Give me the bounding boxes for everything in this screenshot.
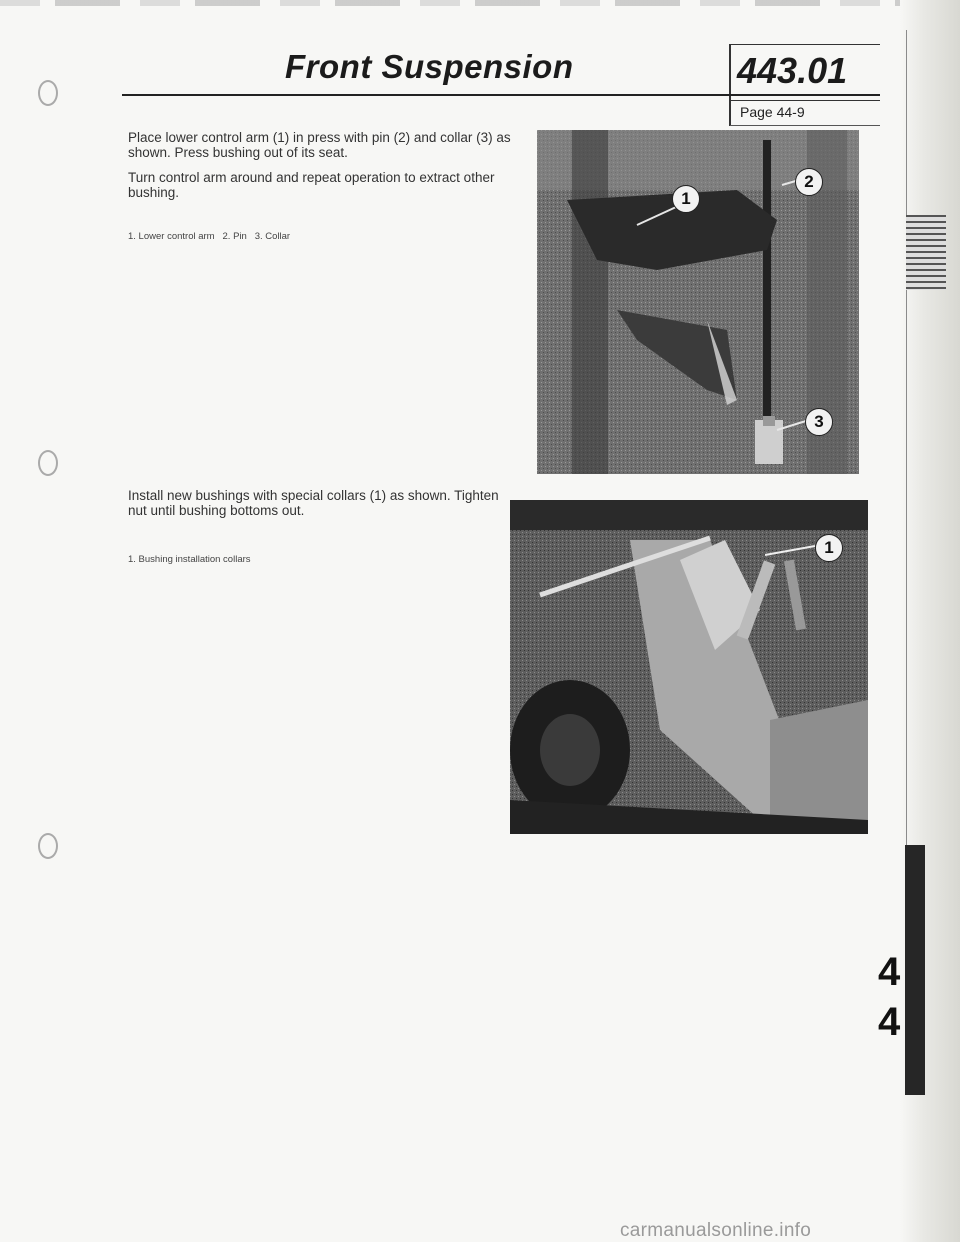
binder-hole <box>38 450 58 476</box>
scan-edge-noise <box>0 0 960 6</box>
page-reference: Page 44-9 <box>740 104 805 120</box>
page-title: Front Suspension <box>285 48 574 85</box>
section-tab-char: 4 <box>878 950 901 994</box>
instruction-paragraph: Install new bushings with special collars (1) as shown. Tighten nut until bushing bottoms out. <box>128 488 499 518</box>
figure-caption: 1. Bushing installation collars <box>128 554 251 565</box>
figure-callout: 1 <box>815 534 843 562</box>
header-rule <box>730 44 880 45</box>
figure-photo-press <box>537 130 859 474</box>
header-rule <box>730 125 880 126</box>
section-tab <box>905 845 925 1095</box>
figure-callout: 1 <box>672 185 700 213</box>
header-rule-main <box>122 94 880 96</box>
binder-hole <box>38 833 58 859</box>
watermark: carmanualsonline.info <box>620 1220 812 1241</box>
section-tab-char: 4 <box>878 1000 901 1044</box>
edge-index-marks <box>906 215 946 290</box>
figure-callout: 2 <box>795 168 823 196</box>
header-rule <box>730 100 880 101</box>
instruction-paragraph: Turn control arm around and repeat operation to extract other bushing. <box>128 170 495 200</box>
header-divider <box>729 44 731 126</box>
section-number: 443.01 <box>737 50 848 91</box>
binder-hole <box>38 80 58 106</box>
figure-callout: 3 <box>805 408 833 436</box>
figure-photo-collars <box>510 500 868 834</box>
instruction-paragraph: Place lower control arm (1) in press with pin (2) and collar (3) as shown. Press bushing out of its seat. <box>128 130 511 160</box>
figure-caption: 1. Lower control arm 2. Pin 3. Collar <box>128 231 291 242</box>
